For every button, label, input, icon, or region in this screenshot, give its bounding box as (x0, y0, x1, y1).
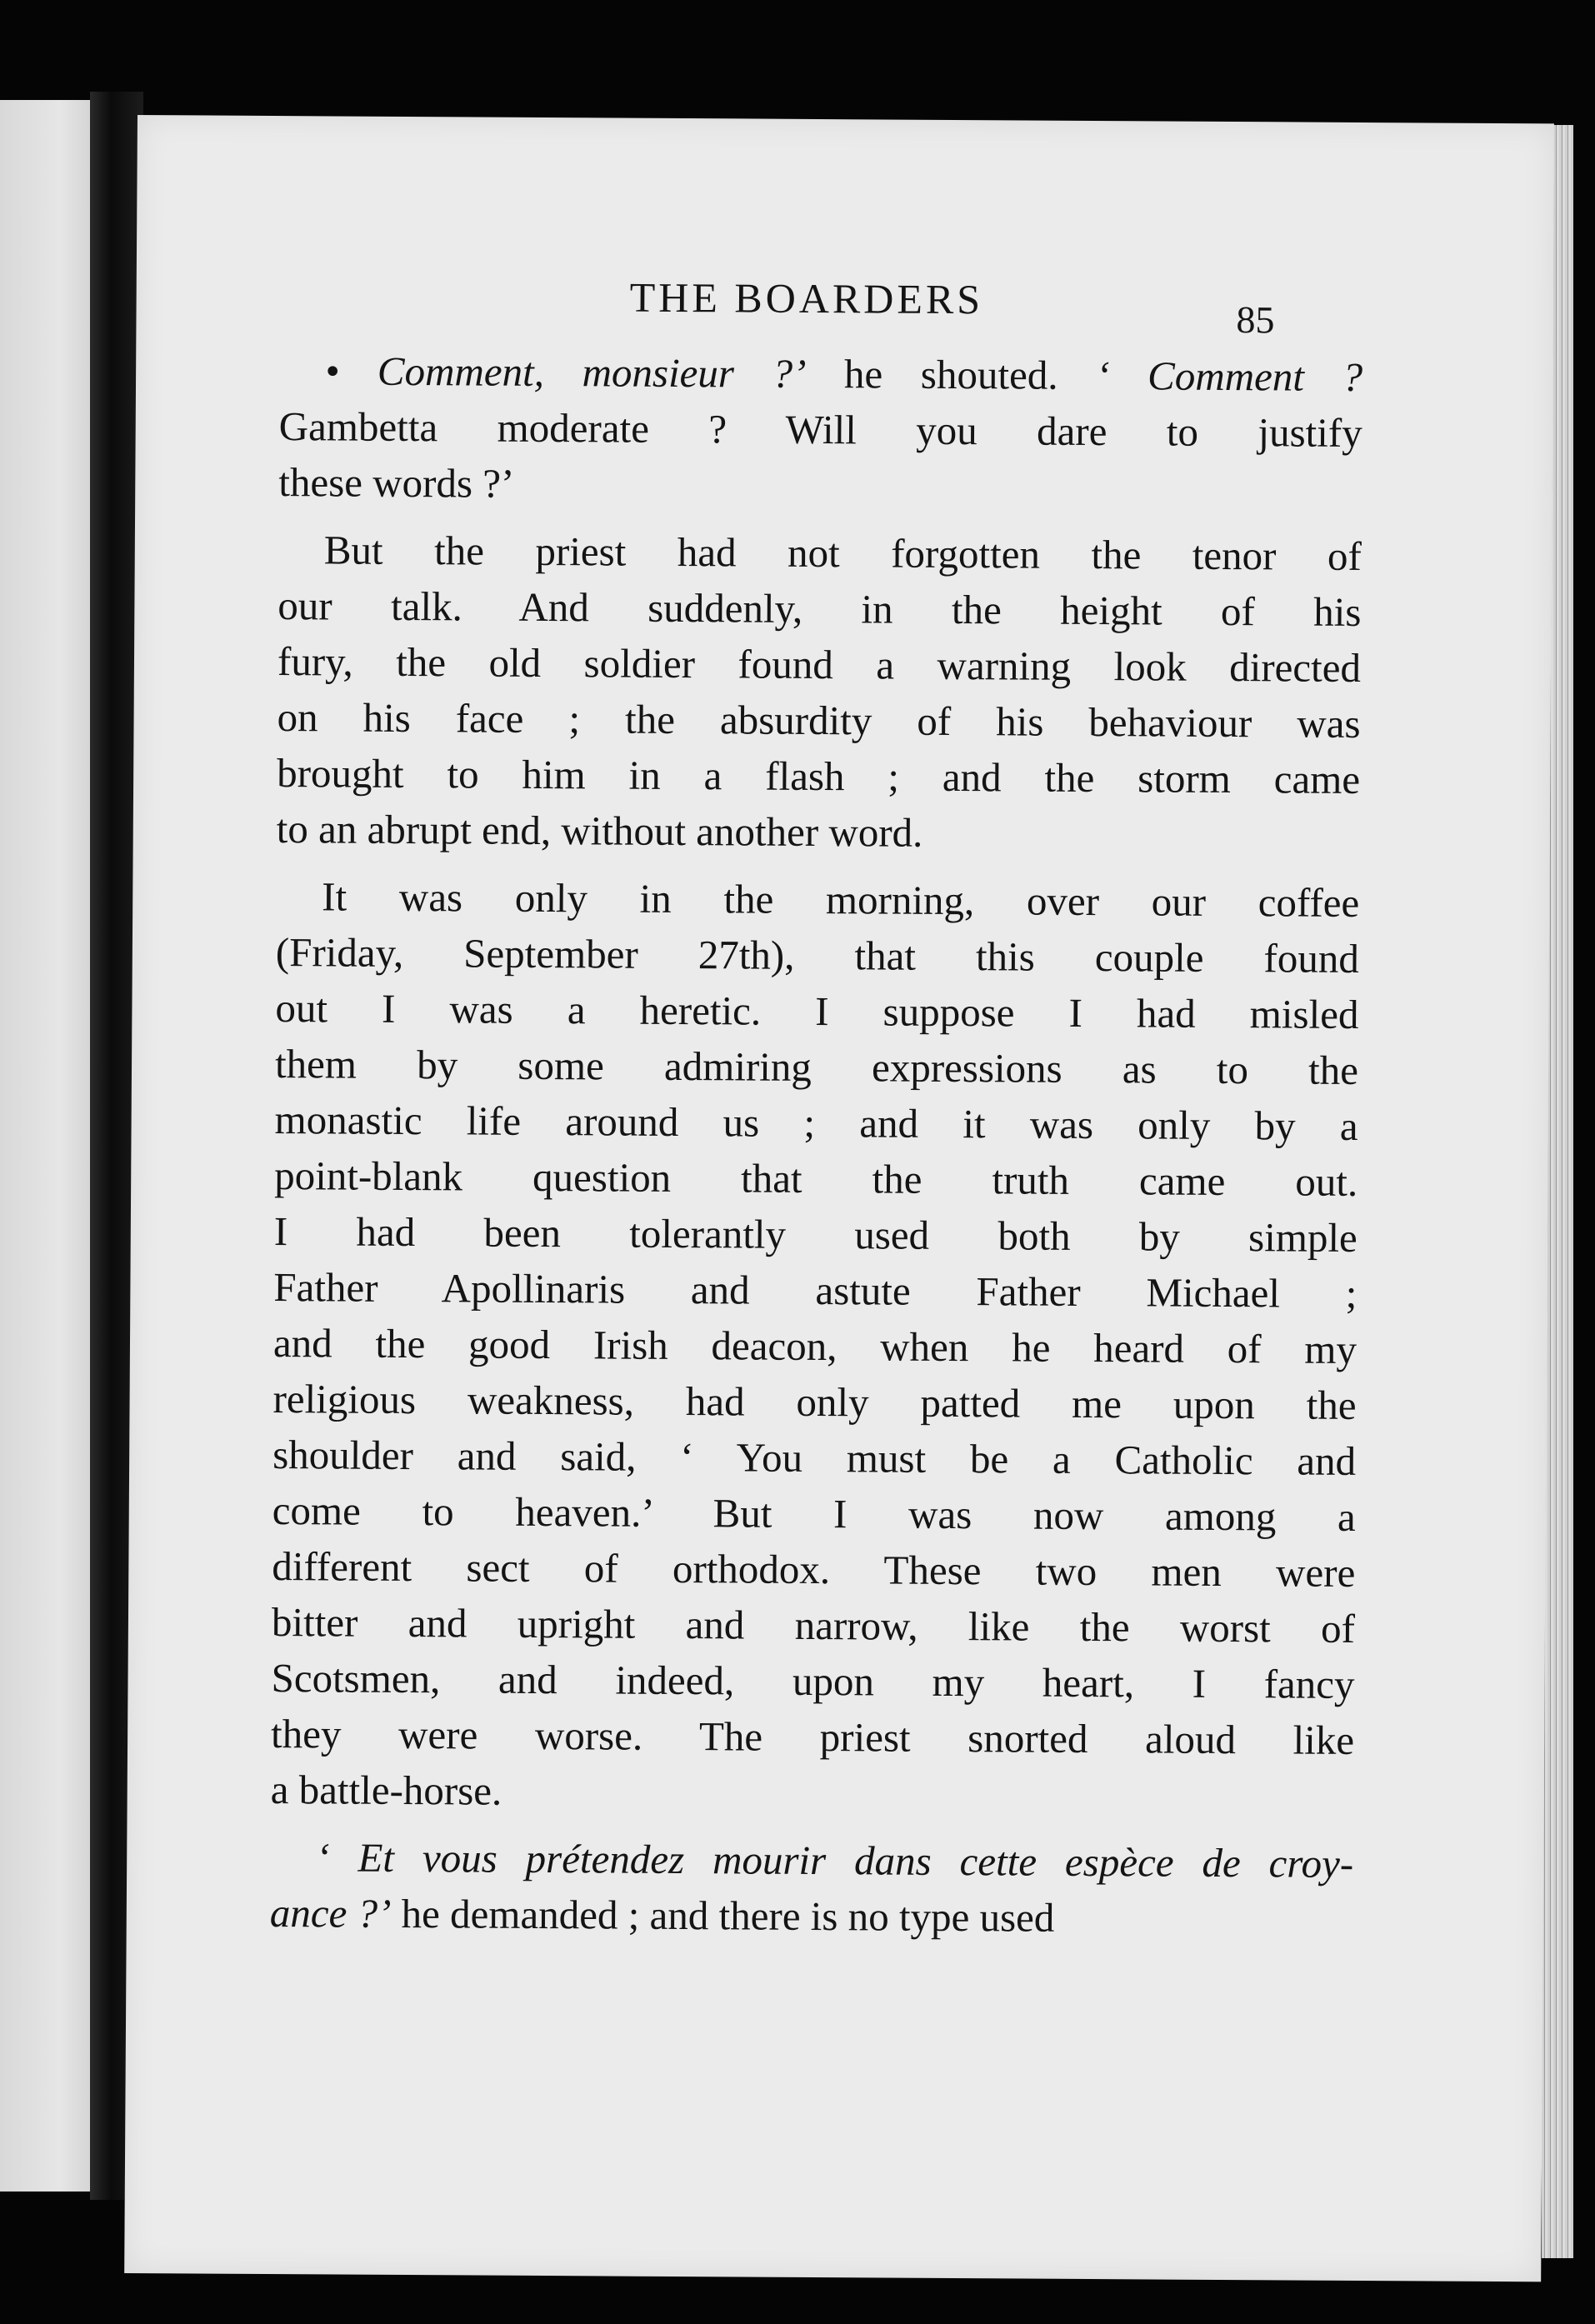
text-run: they were worse. The priest snorted aloud like (270, 1711, 1355, 1763)
text-line (279, 398, 1362, 461)
text-line (276, 868, 1359, 931)
text-run: them by some admiring expressions as to the (274, 1041, 1359, 1093)
text-run: a battle-horse. (270, 1767, 502, 1814)
text-line (277, 689, 1360, 752)
paragraph (277, 522, 1362, 863)
text-run: shoulder and said, ‘ You must be a Catholic and (272, 1432, 1357, 1484)
text-line (275, 980, 1358, 1042)
text-run: come to heaven.’ But I was now among a (272, 1487, 1356, 1540)
text-line (272, 1371, 1356, 1433)
text-line (272, 1482, 1356, 1545)
text-line (272, 1594, 1355, 1657)
text-line (279, 342, 1362, 405)
text-line (271, 1762, 1354, 1824)
page-number: 85 (1236, 298, 1275, 342)
text-line (275, 1036, 1358, 1098)
text-line (278, 633, 1361, 696)
text-run: I had been tolerantly used both by simple (273, 1208, 1358, 1261)
text-run: Gambetta moderate ? Will you dare to justify (278, 403, 1362, 456)
text-run: brought to him in a flash ; and the storm came (277, 750, 1361, 802)
body-text (270, 342, 1363, 1947)
text-line (274, 1203, 1358, 1266)
text-run: ance ?’ (269, 1890, 392, 1937)
text-run: Father Apollinaris and astute Father Michael ; (273, 1264, 1358, 1317)
text-run: to an abrupt end, without another word. (276, 806, 923, 856)
text-run: and the good Irish deacon, when he heard of my (272, 1320, 1358, 1372)
text-line (274, 1147, 1358, 1210)
text-run: ‘ Comment ? (1096, 352, 1363, 400)
paragraph (271, 868, 1360, 1824)
text-run: he demanded ; and there is no type used (391, 1890, 1055, 1941)
paragraph (278, 342, 1362, 517)
text-line (272, 1427, 1356, 1489)
text-run: these words ?’ (278, 459, 515, 507)
text-line (278, 522, 1362, 584)
text-line (278, 577, 1361, 640)
text-run: religious weakness, had only patted me upon the (272, 1376, 1357, 1428)
text-line (274, 1092, 1358, 1154)
text-run: It was only in the morning, over our coffee (322, 873, 1360, 926)
text-run: bitter and upright and narrow, like the worst of (271, 1599, 1356, 1652)
text-run: different sect of orthodox. These two men were (272, 1543, 1356, 1596)
text-run: fury, the old soldier found a warning look directed (277, 638, 1362, 691)
text-line (271, 1650, 1354, 1712)
text-line (278, 454, 1362, 517)
running-head (279, 267, 1363, 349)
text-run: • Comment, monsieur ?’ (324, 347, 807, 397)
text-line (270, 1829, 1353, 1892)
facing-page-edge (0, 100, 100, 2192)
text-run: out I was a heretic. I suppose I had misled (275, 985, 1359, 1037)
text-run: But the priest had not forgotten the tenor of (323, 527, 1362, 579)
text-line (273, 1259, 1357, 1322)
book-page (124, 115, 1554, 2282)
paragraph (270, 1829, 1354, 1947)
text-run: (Friday, September 27th), that this couple found (275, 929, 1360, 982)
text-run: our talk. And suddenly, in the height of his (278, 582, 1362, 635)
text-run: he shouted. (806, 350, 1097, 399)
text-line (276, 924, 1359, 987)
text-line (277, 801, 1360, 863)
text-run: on his face ; the absurdity of his behaviour was (277, 694, 1361, 747)
text-run: ‘ Et vous prétendez mourir dans cette espèce de croy- (316, 1834, 1354, 1887)
text-line (272, 1538, 1355, 1601)
text-run: monastic life around us ; and it was only by a (274, 1097, 1358, 1149)
text-line (277, 745, 1360, 807)
text-line (271, 1706, 1354, 1768)
page-text (270, 267, 1363, 1947)
running-head-title: THE BOARDERS (629, 273, 984, 323)
text-run: Scotsmen, and indeed, upon my heart, I fancy (271, 1655, 1355, 1707)
text-line (270, 1885, 1353, 1947)
text-run: point-blank question that the truth came out. (274, 1152, 1358, 1205)
text-line (273, 1315, 1357, 1377)
